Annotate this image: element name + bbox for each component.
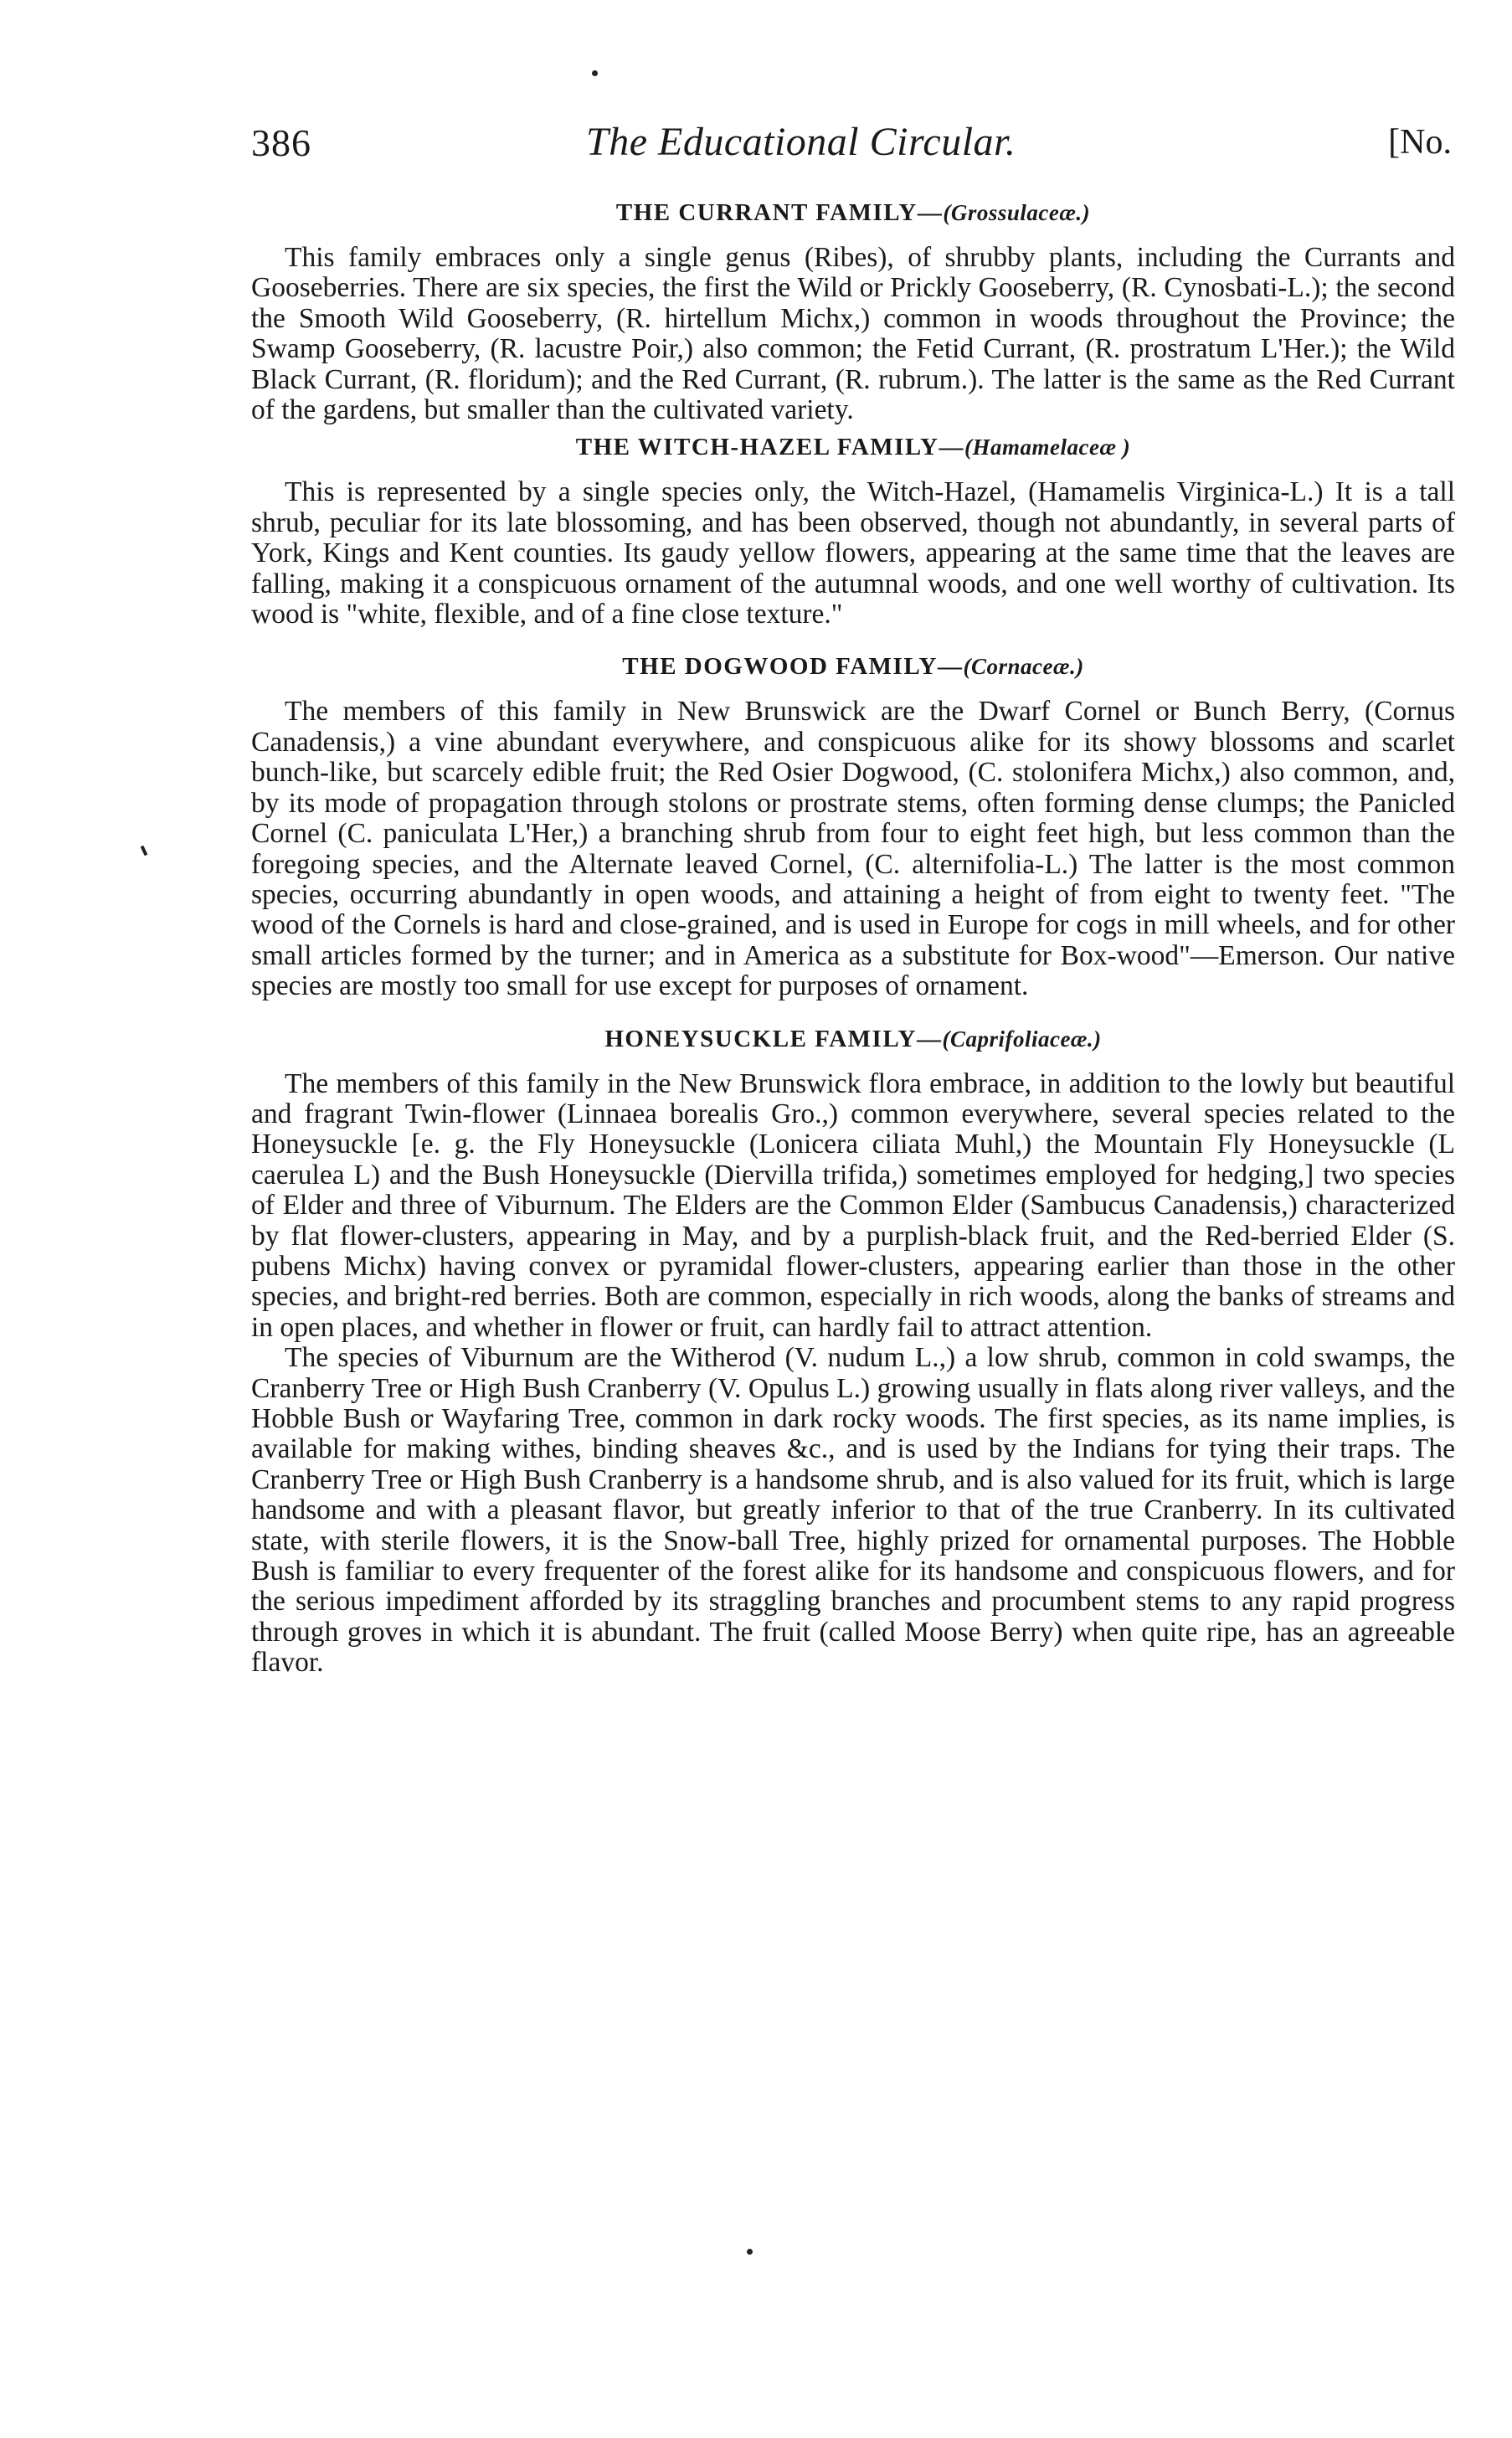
section-heading-text: THE WITCH-HAZEL FAMILY— xyxy=(575,434,964,461)
section-currant-family xyxy=(251,198,1455,425)
running-header xyxy=(251,114,1490,172)
section-witch-hazel-family xyxy=(251,432,1455,630)
paragraph: The members of this family in New Brunswick are the Dwarf Cornel or Bunch Berry, (Cornus Canadensis,) a vine abundant everywhere, and conspicuous alike for its showy blossoms and scarlet bunch-like, but scarcely edible fruit; the Red Osier Dogwood, (C. stolonifera Michx,) also common, and, by its mode of propagation through stolons or prostrate stems, often forming dense clumps; the Panicled Cornel (C. paniculata L'Her,) a branching shrub from four to eight feet high, but less common than the foregoing species, and the Alternate leaved Cornel, (C. alternifolia-L.) The latter is the most common species, occurring abundantly in open woods, and attaining a height of from eight to twenty feet. "The wood of the Cornels is hard and close-grained, and is used in Europe for cogs in mill wheels, and for other small articles formed by the turner; and in America as a substitute for Box-wood"—Emerson. Our native species are mostly too small for use except for purposes of ornament. xyxy=(251,696,1455,1002)
section-heading xyxy=(251,432,1455,462)
section-heading-latin: (Hamamelaceæ ) xyxy=(964,435,1131,460)
section-heading xyxy=(251,1024,1455,1054)
article-body xyxy=(251,198,1455,1679)
section-heading-text: THE CURRANT FAMILY— xyxy=(615,199,944,226)
section-heading-text: HONEYSUCKLE FAMILY— xyxy=(604,1025,943,1052)
section-honeysuckle-family xyxy=(251,1024,1455,1679)
section-heading-latin: (Caprifoliaceæ.) xyxy=(942,1026,1102,1052)
section-heading xyxy=(251,198,1455,228)
paragraph: The species of Viburnum are the Witherod (V. nudum L.,) a low shrub, common in cold swamps, the Cranberry Tree or High Bush Cranberry (V. Opulus L.) growing usually in flats along river valleys, and the Hobble Bush or Wayfaring Tree, common in dark rocky woods. The first species, as its name implies, is available for making withes, binding sheaves &c., and is used by the Indians for tying their traps. The Cranberry Tree or High Bush Cranberry is a handsome shrub, and is also valued for its fruit, which is large handsome and with a pleasant flavor, but greatly inferior to that of the true Cranberry. In its cultivated state, with sterile flowers, it is the Snow-ball Tree, highly prized for ornamental purposes. The Hobble Bush is familiar to every frequenter of the forest alike for its handsome and conspicuous flowers, and for the serious impediment afforded by its straggling branches and procumbent stems to any rapid progress through groves in which it is abundant. The fruit (called Moose Berry) when quite ripe, has an agreeable flavor. xyxy=(251,1342,1455,1679)
section-heading-latin: (Cornaceæ.) xyxy=(963,654,1084,680)
section-heading-latin: (Grossulaceæ.) xyxy=(943,200,1091,225)
print-speck xyxy=(747,2249,753,2255)
section-heading xyxy=(251,651,1455,682)
paragraph: This is represented by a single species only, the Witch-Hazel, (Hamamelis Virginica-L.) It is a tall shrub, peculiar for its late blossoming, and has been observed, though not abundantly, in several parts of York, Kings and Kent counties. Its gaudy yellow flowers, appearing at the same time that the leaves are falling, making it a conspicuous ornament of the autumnal woods, and one well worthy of cultivation. Its wood is "white, flexible, and of a fine close texture." xyxy=(251,476,1455,630)
print-speck xyxy=(592,70,598,76)
section-dogwood-family xyxy=(251,651,1455,1001)
paragraph: The members of this family in the New Brunswick flora embrace, in addition to the lowly but beautiful and fragrant Twin-flower (Linnaea borealis Gro.,) common everywhere, several species related to the Honeysuckle [e. g. the Fly Honeysuckle (Lonicera ciliata Muhl,) the Mountain Fly Honeysuckle (L caerulea L) and the Bush Honeysuckle (Diervilla trifida,) sometimes employed for hedging,] two species of Elder and three of Viburnum. The Elders are the Common Elder (Sambucus Canadensis,) characterized by flat flower-clusters, appearing in May, and by a purplish-black fruit, and the Red-berried Elder (S. pubens Michx) having convex or pyramidal flower-clusters, appearing earlier than those in the other species, and bright-red berries. Both are common, especially in rich woods, along the banks of streams and in open places, and whether in flower or fruit, can hardly fail to attract attention. xyxy=(251,1067,1455,1343)
print-mark xyxy=(141,846,148,856)
section-heading-text: THE DOGWOOD FAMILY— xyxy=(622,653,964,681)
issue-label: [No. xyxy=(1388,123,1452,162)
page-number: 386 xyxy=(251,121,311,164)
journal-title: The Educational Circular. xyxy=(586,120,1016,164)
paragraph: This family embraces only a single genus (Ribes), of shrubby plants, including the Currants and Gooseberries. There are six species, the first the Wild or Prickly Gooseberry, (R. Cynosbati-L.); the second the Smooth Wild Gooseberry, (R. hirtellum Michx,) common in woods throughout the Province; the Swamp Gooseberry, (R. lacustre Poir,) also common; the Fetid Currant, (R. prostratum L'Her.); the Wild Black Currant, (R. floridum); and the Red Currant, (R. rubrum.). The latter is the same as the Red Currant of the gardens, but smaller than the cultivated variety. xyxy=(251,242,1455,426)
